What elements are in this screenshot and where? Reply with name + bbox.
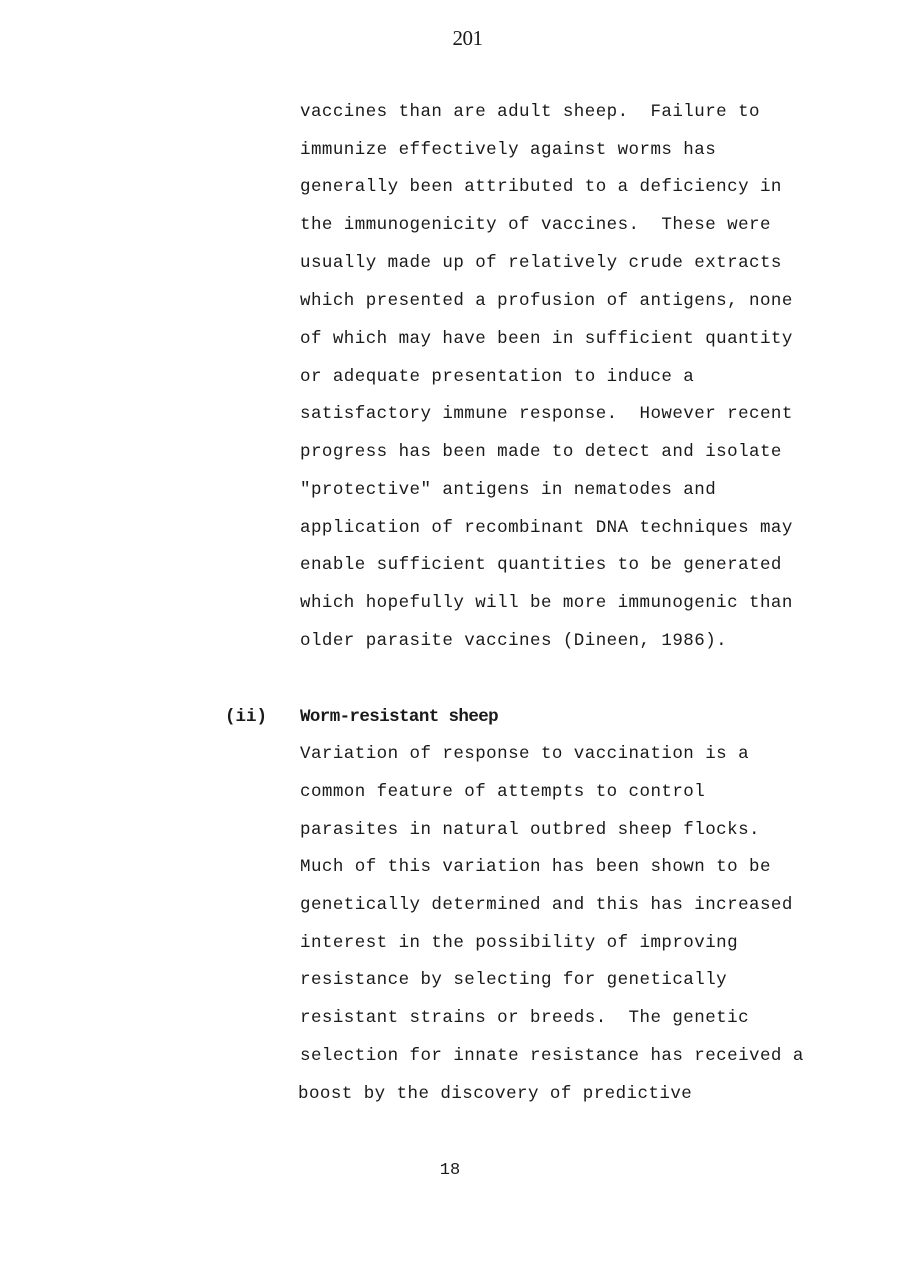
text-line: which presented a profusion of antigens, none — [300, 291, 793, 311]
text-line: enable sufficient quantities to be generated — [300, 555, 782, 575]
text-line: genetically determined and this has increased — [300, 895, 793, 915]
text-line: resistance by selecting for genetically — [300, 970, 728, 990]
text-line: satisfactory immune response. However recent — [300, 404, 793, 424]
text-line: common feature of attempts to control — [300, 782, 706, 802]
text-line: selection for innate resistance has received a — [300, 1046, 804, 1066]
text-line: or adequate presentation to induce a — [300, 367, 695, 387]
text-line: "protective" antigens in nematodes and — [300, 480, 717, 500]
text-line: Variation of response to vaccination is a — [300, 744, 750, 764]
text-line: the immunogenicity of vaccines. These were — [300, 215, 771, 235]
text-line: which hopefully will be more immunogenic than — [300, 593, 793, 613]
section-heading: Worm-resistant sheep — [300, 707, 499, 727]
text-line: usually made up of relatively crude extracts — [300, 253, 782, 273]
text-line: Much of this variation has been shown to be — [300, 857, 771, 877]
text-line: interest in the possibility of improving — [300, 933, 739, 953]
section-number: (ii) — [225, 707, 268, 727]
text-line: boost by the discovery of predictive — [298, 1084, 693, 1104]
text-line: generally been attributed to a deficiency in — [300, 177, 782, 197]
text-line: resistant strains or breeds. The genetic — [300, 1008, 750, 1028]
text-line: of which may have been in sufficient quantity — [300, 329, 793, 349]
text-line: progress has been made to detect and isolate — [300, 442, 782, 462]
text-line: immunize effectively against worms has — [300, 140, 717, 160]
text-line: vaccines than are adult sheep. Failure to — [300, 102, 760, 122]
text-line: application of recombinant DNA techniques may — [300, 518, 793, 538]
text-line: parasites in natural outbred sheep flocks. — [300, 820, 760, 840]
archive-page-number: 201 — [452, 26, 483, 50]
text-line: older parasite vaccines (Dineen, 1986). — [300, 631, 728, 651]
page-number: 18 — [439, 1161, 461, 1180]
